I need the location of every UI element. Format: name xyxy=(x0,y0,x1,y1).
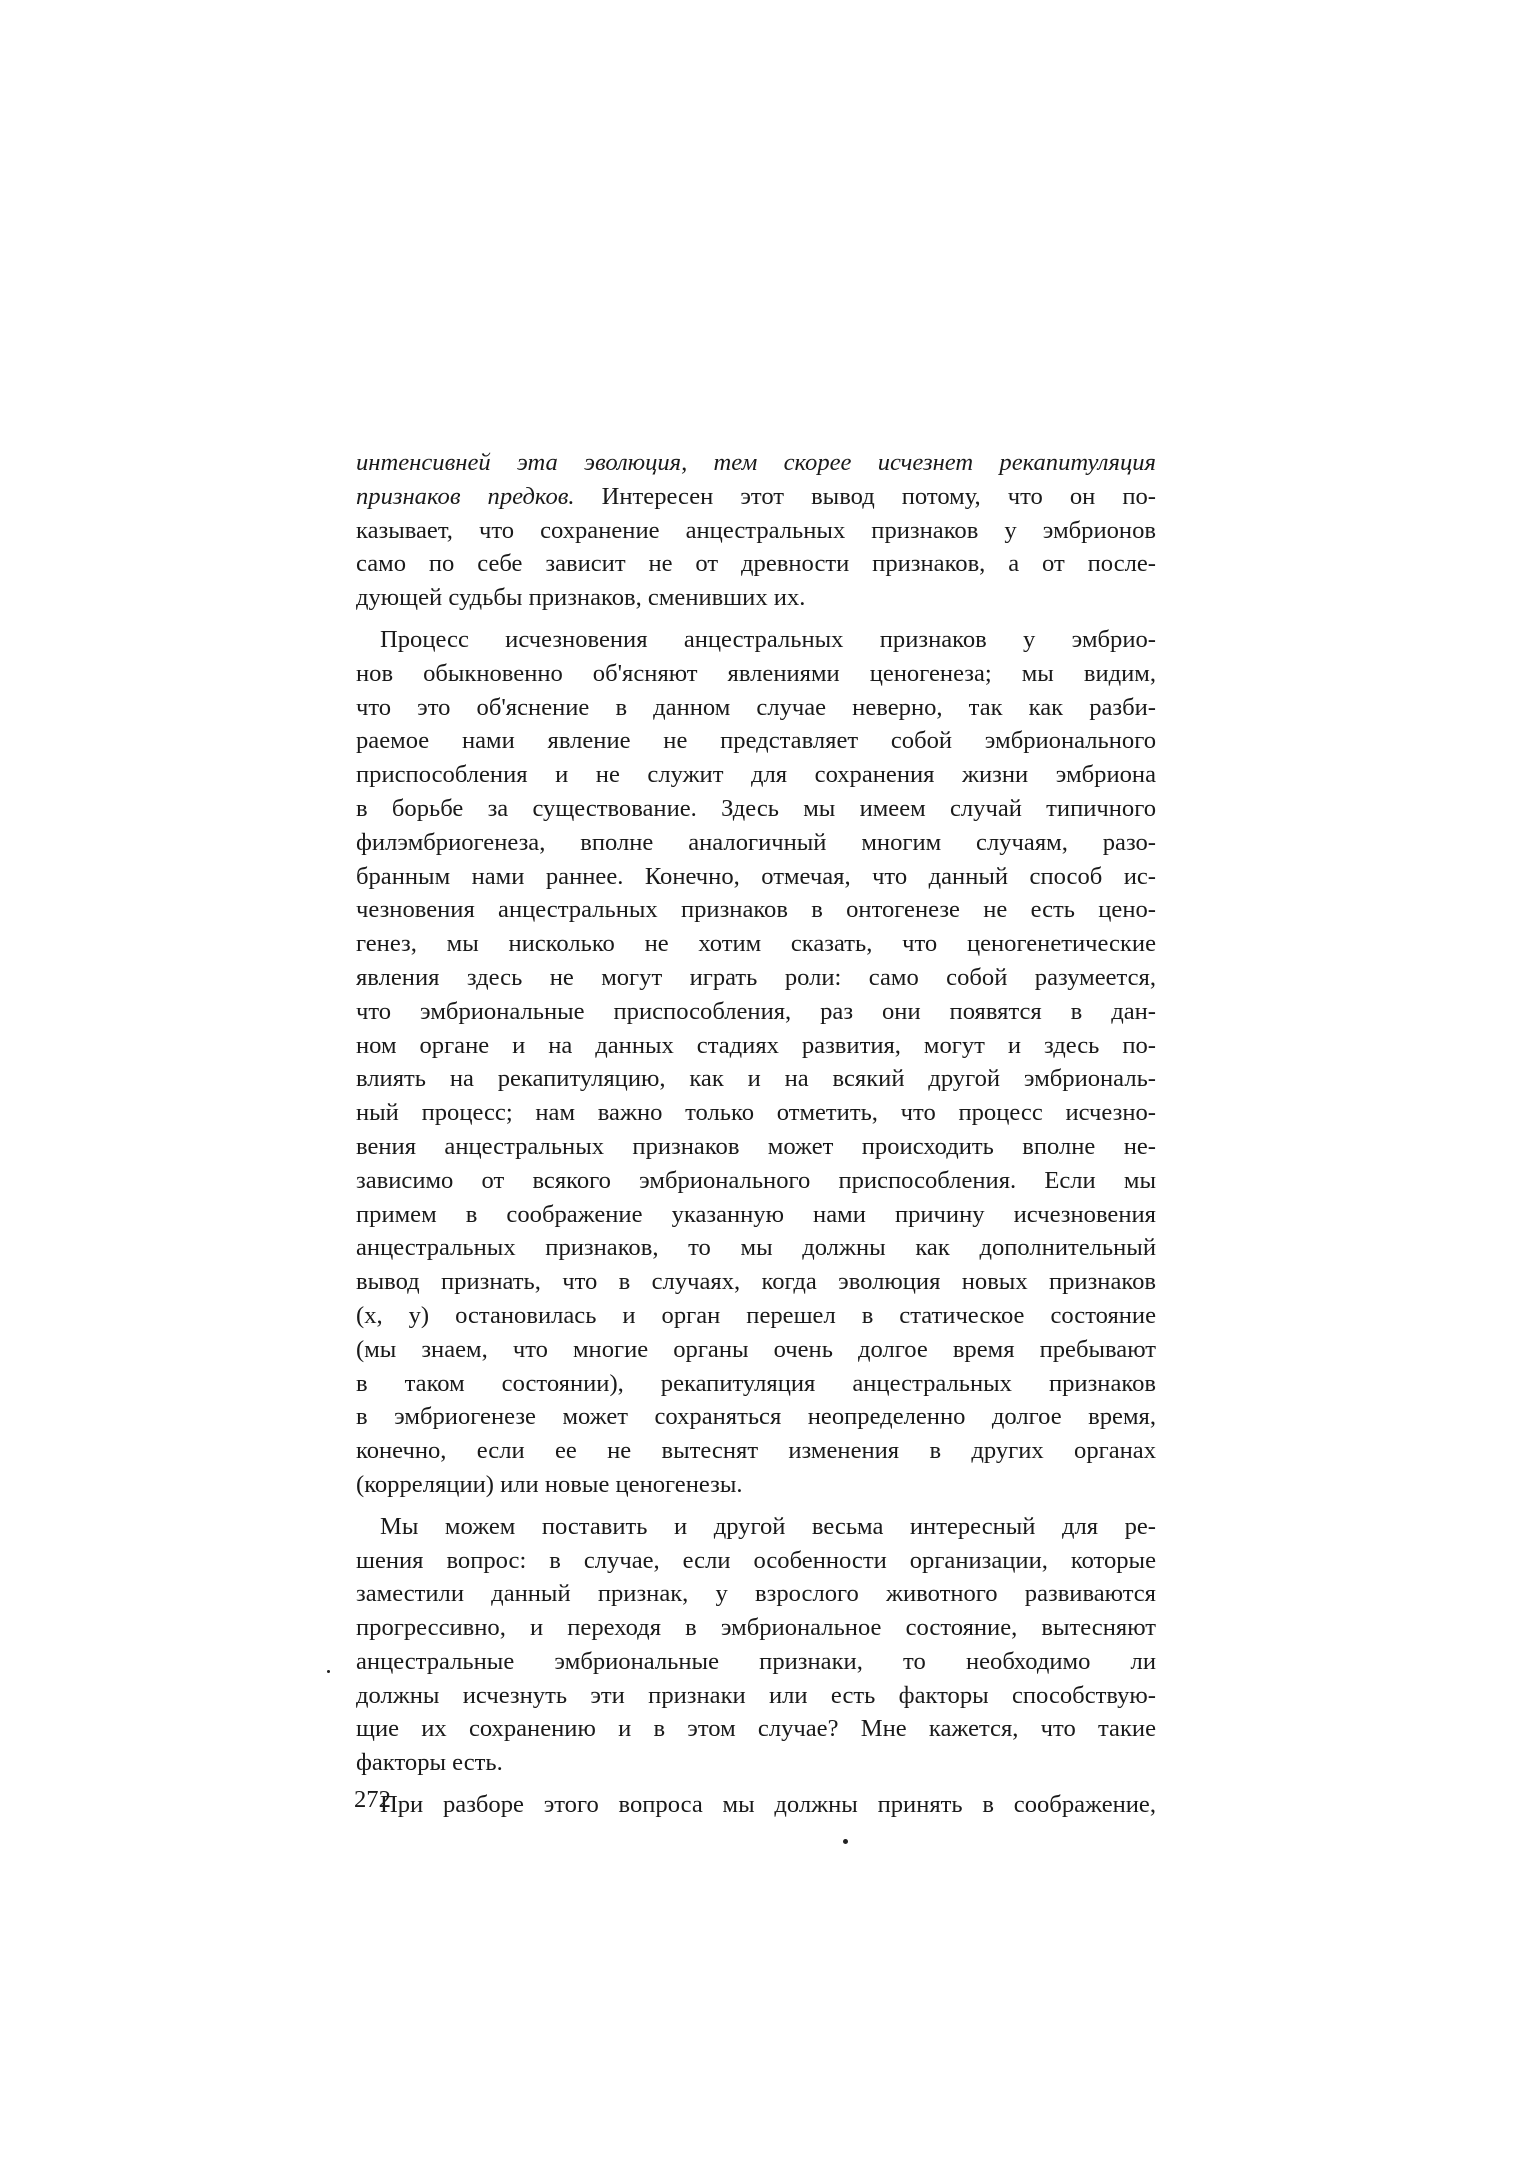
text-line: При разборе этого вопроса мы должны принять в соображение, xyxy=(380,1791,1156,1819)
text-line xyxy=(356,480,1156,514)
text-line: приспособления и не служит для сохранения жизни эмбриона xyxy=(356,761,1156,789)
page-number: 272 xyxy=(354,1786,391,1813)
text-line: (мы знаем, что многие органы очень долгое время пребывают xyxy=(356,1335,1156,1363)
text-line: прогрессивно, и переходя в эмбриональное состояние, вытесняют xyxy=(356,1614,1156,1642)
text-line: казывает, что сохранение анцестральных признаков у эмбрионов xyxy=(356,516,1156,544)
paragraph xyxy=(356,623,1156,1502)
italic-phrase: признаков предков. xyxy=(356,482,575,510)
text-line: что это об'яснение в данном случае неверно, так как разби- xyxy=(356,693,1156,721)
text-line: шения вопрос: в случае, если особенности организации, которые xyxy=(356,1546,1156,1574)
paragraph xyxy=(356,1788,1156,1822)
text-line: филэмбриогенеза, вполне аналогичный многим случаям, разо- xyxy=(356,828,1156,856)
text-line: ный процесс; нам важно только отметить, что процесс исчезно- xyxy=(356,1099,1156,1127)
text-line: что эмбриональные приспособления, раз они появятся в дан- xyxy=(356,997,1156,1025)
text-line: должны исчезнуть эти признаки или есть факторы способствую- xyxy=(356,1681,1156,1709)
text-line: в эмбриогенезе может сохраняться неопределенно долгое время, xyxy=(356,1403,1156,1431)
text-line: нов обыкновенно об'ясняют явлениями ценогенеза; мы видим, xyxy=(356,659,1156,687)
text-line: дующей судьбы признаков, сменивших их. xyxy=(356,584,806,612)
paragraph xyxy=(356,1510,1156,1780)
paragraph xyxy=(356,446,1156,615)
text-line: заместили данный признак, у взрослого животного развиваются xyxy=(356,1580,1156,1608)
text-line: конечно, если ее не вытеснят изменения в других органах xyxy=(356,1437,1156,1465)
text-line: вения анцестральных признаков может происходить вполне не- xyxy=(356,1132,1156,1160)
text-line: зависимо от всякого эмбрионального приспособления. Если мы xyxy=(356,1166,1156,1194)
text-line: интенсивней эта эволюция, тем скорее исчезнет рекапитуляция xyxy=(356,449,1156,476)
text-line: примем в соображение указанную нами причину исчезновения xyxy=(356,1200,1156,1228)
text-line: (корреляции) или новые ценогенезы. xyxy=(356,1470,743,1498)
page-body xyxy=(356,446,1156,1830)
text-line: анцестральных признаков, то мы должны как дополнительный xyxy=(356,1234,1156,1262)
text-line: явления здесь не могут играть роли: само собой разумеется, xyxy=(356,963,1156,991)
text-line: факторы есть. xyxy=(356,1749,503,1777)
text-line: в борьбе за существование. Здесь мы имеем случай типичного xyxy=(356,794,1156,822)
text-line: само по себе зависит не от древности признаков, а от после- xyxy=(356,550,1156,578)
text-line: щие их сохранению и в этом случае? Мне кажется, что такие xyxy=(356,1715,1156,1743)
text-line: Процесс исчезновения анцестральных признаков у эмбрио- xyxy=(380,625,1156,653)
text-line: (x, y) остановилась и орган перешел в статическое состояние xyxy=(356,1301,1156,1329)
scan-speck xyxy=(327,1670,330,1673)
text-line: ном органе и на данных стадиях развития, могут и здесь по- xyxy=(356,1031,1156,1059)
text-line: влиять на рекапитуляцию, как и на всякий другой эмбриональ- xyxy=(356,1065,1156,1093)
text-run: Интересен этот вывод потому, что он по- xyxy=(574,482,1156,510)
text-line: бранным нами раннее. Конечно, отмечая, что данный способ ис- xyxy=(356,862,1156,890)
text-line: генез, мы нисколько не хотим сказать, что ценогенетические xyxy=(356,930,1156,958)
text-line: анцестральные эмбриональные признаки, то необходимо ли xyxy=(356,1647,1156,1675)
text-line: Мы можем поставить и другой весьма интересный для ре- xyxy=(380,1512,1156,1540)
scan-speck xyxy=(843,1839,848,1844)
text-line: раемое нами явление не представляет собой эмбрионального xyxy=(356,727,1156,755)
text-line: в таком состоянии), рекапитуляция анцестральных признаков xyxy=(356,1369,1156,1397)
text-line: вывод признать, что в случаях, когда эволюция новых признаков xyxy=(356,1268,1156,1296)
text-line: чезновения анцестральных признаков в онтогенезе не есть цено- xyxy=(356,896,1156,924)
